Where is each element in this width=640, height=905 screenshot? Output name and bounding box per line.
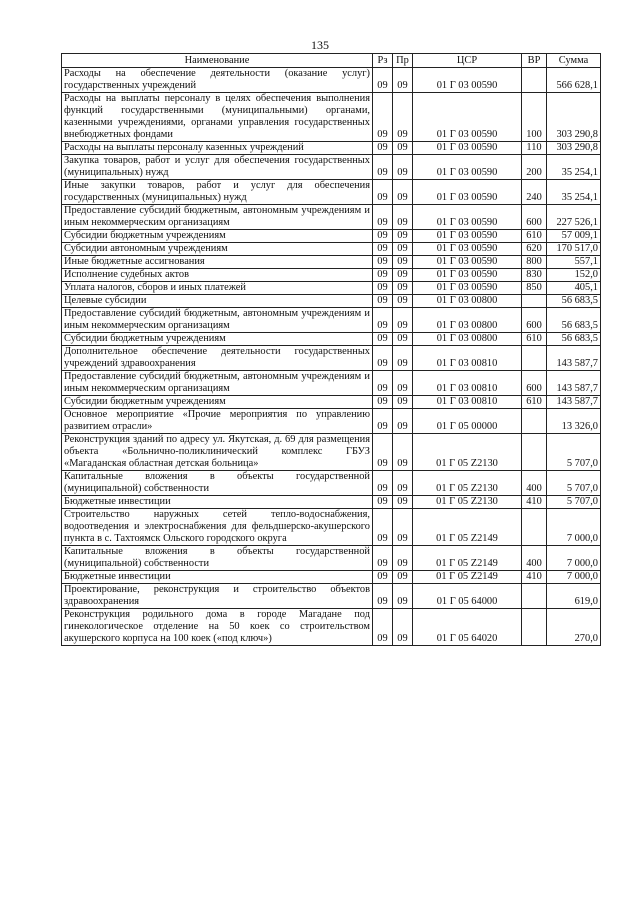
row-pr: 09 <box>393 333 413 346</box>
row-sum: 557,1 <box>547 256 601 269</box>
table-row <box>62 496 601 509</box>
row-name: Исполнение судебных актов <box>62 269 373 282</box>
row-csr: 01 Г 03 00590 <box>413 142 522 155</box>
row-sum: 5 707,0 <box>547 471 601 496</box>
row-sum: 5 707,0 <box>547 434 601 471</box>
row-name: Расходы на выплаты персоналу казенных учреждений <box>62 142 373 155</box>
table-row <box>62 282 601 295</box>
row-vr <box>522 409 547 434</box>
row-vr <box>522 509 547 546</box>
row-rz: 09 <box>373 205 393 230</box>
row-sum: 5 707,0 <box>547 496 601 509</box>
row-rz: 09 <box>373 509 393 546</box>
row-sum: 270,0 <box>547 609 601 646</box>
table-row <box>62 546 601 571</box>
row-csr: 01 Г 05 Z2149 <box>413 509 522 546</box>
table-row <box>62 609 601 646</box>
row-sum: 303 290,8 <box>547 142 601 155</box>
row-csr: 01 Г 03 00800 <box>413 308 522 333</box>
table-row <box>62 93 601 142</box>
table-row <box>62 230 601 243</box>
row-name: Расходы на обеспечение деятельности (оказание услуг) государственных учреждений <box>62 68 373 93</box>
row-name: Субсидии бюджетным учреждениям <box>62 333 373 346</box>
row-rz: 09 <box>373 546 393 571</box>
row-vr: 610 <box>522 230 547 243</box>
row-rz: 09 <box>373 496 393 509</box>
row-name: Проектирование, реконструкция и строительство объектов здравоохранения <box>62 584 373 609</box>
row-vr: 400 <box>522 546 547 571</box>
row-name: Целевые субсидии <box>62 295 373 308</box>
row-csr: 01 Г 05 Z2149 <box>413 571 522 584</box>
table-row <box>62 180 601 205</box>
table-header-row <box>62 54 601 68</box>
row-vr: 100 <box>522 93 547 142</box>
header-pr: Пр <box>393 54 413 68</box>
row-rz: 09 <box>373 434 393 471</box>
row-sum: 57 009,1 <box>547 230 601 243</box>
row-vr <box>522 584 547 609</box>
row-name: Иные бюджетные ассигнования <box>62 256 373 269</box>
row-vr: 610 <box>522 333 547 346</box>
row-name: Закупка товаров, работ и услуг для обеспечения государственных (муниципальных) нужд <box>62 155 373 180</box>
row-vr: 410 <box>522 496 547 509</box>
row-pr: 09 <box>393 496 413 509</box>
row-pr: 09 <box>393 546 413 571</box>
row-vr <box>522 295 547 308</box>
row-name: Субсидии бюджетным учреждениям <box>62 396 373 409</box>
row-pr: 09 <box>393 243 413 256</box>
row-csr: 01 Г 03 00590 <box>413 256 522 269</box>
row-name: Уплата налогов, сборов и иных платежей <box>62 282 373 295</box>
row-name: Предоставление субсидий бюджетным, автономным учреждениям и иным некоммерческим организациям <box>62 205 373 230</box>
row-pr: 09 <box>393 471 413 496</box>
row-rz: 09 <box>373 471 393 496</box>
row-pr: 09 <box>393 571 413 584</box>
row-csr: 01 Г 03 00590 <box>413 155 522 180</box>
row-vr: 600 <box>522 205 547 230</box>
table-row <box>62 571 601 584</box>
row-vr: 830 <box>522 269 547 282</box>
row-csr: 01 Г 03 00810 <box>413 396 522 409</box>
row-csr: 01 Г 05 00000 <box>413 409 522 434</box>
row-rz: 09 <box>373 584 393 609</box>
row-csr: 01 Г 03 00590 <box>413 68 522 93</box>
row-rz: 09 <box>373 308 393 333</box>
row-sum: 619,0 <box>547 584 601 609</box>
row-rz: 09 <box>373 155 393 180</box>
table-row <box>62 68 601 93</box>
row-rz: 09 <box>373 371 393 396</box>
row-rz: 09 <box>373 333 393 346</box>
header-sum: Сумма <box>547 54 601 68</box>
header-csr: ЦСР <box>413 54 522 68</box>
row-pr: 09 <box>393 371 413 396</box>
table-row <box>62 269 601 282</box>
row-rz: 09 <box>373 230 393 243</box>
row-pr: 09 <box>393 180 413 205</box>
row-rz: 09 <box>373 295 393 308</box>
row-csr: 01 Г 05 Z2130 <box>413 471 522 496</box>
row-sum: 143 587,7 <box>547 396 601 409</box>
row-rz: 09 <box>373 269 393 282</box>
row-csr: 01 Г 05 64000 <box>413 584 522 609</box>
row-csr: 01 Г 03 00800 <box>413 333 522 346</box>
row-pr: 09 <box>393 308 413 333</box>
table-row <box>62 396 601 409</box>
row-csr: 01 Г 05 Z2130 <box>413 496 522 509</box>
row-name: Капитальные вложения в объекты государственной (муниципальной) собственности <box>62 546 373 571</box>
row-sum: 152,0 <box>547 269 601 282</box>
row-csr: 01 Г 03 00800 <box>413 295 522 308</box>
row-sum: 227 526,1 <box>547 205 601 230</box>
row-vr: 800 <box>522 256 547 269</box>
table-row <box>62 584 601 609</box>
table-row <box>62 256 601 269</box>
row-rz: 09 <box>373 396 393 409</box>
row-vr: 410 <box>522 571 547 584</box>
row-csr: 01 Г 05 Z2130 <box>413 434 522 471</box>
row-sum: 143 587,7 <box>547 371 601 396</box>
row-csr: 01 Г 03 00590 <box>413 180 522 205</box>
row-vr: 110 <box>522 142 547 155</box>
row-rz: 09 <box>373 256 393 269</box>
row-vr: 200 <box>522 155 547 180</box>
row-sum: 303 290,8 <box>547 93 601 142</box>
row-name: Расходы на выплаты персоналу в целях обеспечения выполнения функций государственными (муниципальными) органами, казенными учреждениями, органами управления государственных внебюджетных фондами <box>62 93 373 142</box>
table-row <box>62 155 601 180</box>
row-pr: 09 <box>393 142 413 155</box>
row-csr: 01 Г 03 00590 <box>413 205 522 230</box>
row-name: Предоставление субсидий бюджетным, автономным учреждениям и иным некоммерческим организациям <box>62 308 373 333</box>
row-pr: 09 <box>393 205 413 230</box>
row-vr <box>522 609 547 646</box>
row-sum: 56 683,5 <box>547 333 601 346</box>
row-csr: 01 Г 03 00590 <box>413 243 522 256</box>
row-name: Капитальные вложения в объекты государственной (муниципальной) собственности <box>62 471 373 496</box>
row-rz: 09 <box>373 180 393 205</box>
row-sum: 7 000,0 <box>547 571 601 584</box>
table-row <box>62 471 601 496</box>
table-row <box>62 295 601 308</box>
row-name: Предоставление субсидий бюджетным, автономным учреждениям и иным некоммерческим организациям <box>62 371 373 396</box>
row-sum: 56 683,5 <box>547 295 601 308</box>
row-pr: 09 <box>393 295 413 308</box>
row-pr: 09 <box>393 509 413 546</box>
table-row <box>62 509 601 546</box>
row-rz: 09 <box>373 346 393 371</box>
row-pr: 09 <box>393 68 413 93</box>
row-name: Иные закупки товаров, работ и услуг для обеспечения государственных (муниципальных) нужд <box>62 180 373 205</box>
row-pr: 09 <box>393 609 413 646</box>
row-sum: 35 254,1 <box>547 155 601 180</box>
row-sum: 35 254,1 <box>547 180 601 205</box>
row-pr: 09 <box>393 584 413 609</box>
row-sum: 7 000,0 <box>547 546 601 571</box>
row-pr: 09 <box>393 269 413 282</box>
table-body <box>62 68 601 646</box>
header-vr: ВР <box>522 54 547 68</box>
row-sum: 143 587,7 <box>547 346 601 371</box>
row-rz: 09 <box>373 93 393 142</box>
row-sum: 13 326,0 <box>547 409 601 434</box>
row-vr: 620 <box>522 243 547 256</box>
row-pr: 09 <box>393 396 413 409</box>
row-rz: 09 <box>373 142 393 155</box>
row-csr: 01 Г 05 64020 <box>413 609 522 646</box>
row-vr <box>522 434 547 471</box>
row-pr: 09 <box>393 230 413 243</box>
row-name: Бюджетные инвестиции <box>62 571 373 584</box>
row-name: Дополнительное обеспечение деятельности государственных учреждений здравоохранения <box>62 346 373 371</box>
table-row <box>62 333 601 346</box>
row-vr: 610 <box>522 396 547 409</box>
table-row <box>62 308 601 333</box>
row-csr: 01 Г 03 00590 <box>413 282 522 295</box>
row-pr: 09 <box>393 434 413 471</box>
row-csr: 01 Г 03 00810 <box>413 371 522 396</box>
row-rz: 09 <box>373 68 393 93</box>
row-sum: 56 683,5 <box>547 308 601 333</box>
row-pr: 09 <box>393 256 413 269</box>
row-name: Реконструкция зданий по адресу ул. Якутская, д. 69 для размещения объекта «Больнично-поликлинический комплекс ГБУЗ «Магаданская областная детская больница» <box>62 434 373 471</box>
row-name: Реконструкция родильного дома в городе Магадане под гинекологическое отделение на 50 коек со строительством акушерского корпуса на 100 коек («под ключ») <box>62 609 373 646</box>
table-row <box>62 409 601 434</box>
row-vr: 850 <box>522 282 547 295</box>
table-row <box>62 243 601 256</box>
page-number: 135 <box>311 38 329 52</box>
table-row <box>62 346 601 371</box>
row-name: Строительство наружных сетей тепло-водоснабжения, водоотведения и электроснабжения для фельдшерско-акушерского пункта в с. Тахтоямск Ольского городского округа <box>62 509 373 546</box>
row-sum: 7 000,0 <box>547 509 601 546</box>
row-csr: 01 Г 03 00590 <box>413 230 522 243</box>
row-name: Основное мероприятие «Прочие мероприятия по управлению развитием отрасли» <box>62 409 373 434</box>
row-csr: 01 Г 03 00810 <box>413 346 522 371</box>
row-csr: 01 Г 05 Z2149 <box>413 546 522 571</box>
row-pr: 09 <box>393 155 413 180</box>
row-name: Субсидии автономным учреждениям <box>62 243 373 256</box>
row-csr: 01 Г 03 00590 <box>413 269 522 282</box>
row-rz: 09 <box>373 282 393 295</box>
row-vr: 600 <box>522 308 547 333</box>
row-vr <box>522 68 547 93</box>
row-vr: 600 <box>522 371 547 396</box>
row-rz: 09 <box>373 609 393 646</box>
row-vr <box>522 346 547 371</box>
table-row <box>62 205 601 230</box>
row-rz: 09 <box>373 409 393 434</box>
header-name: Наименование <box>62 54 373 68</box>
row-vr: 400 <box>522 471 547 496</box>
table-row <box>62 434 601 471</box>
table-row <box>62 142 601 155</box>
row-vr: 240 <box>522 180 547 205</box>
row-sum: 405,1 <box>547 282 601 295</box>
row-pr: 09 <box>393 93 413 142</box>
row-pr: 09 <box>393 409 413 434</box>
row-pr: 09 <box>393 282 413 295</box>
row-name: Субсидии бюджетным учреждениям <box>62 230 373 243</box>
header-rz: Рз <box>373 54 393 68</box>
row-name: Бюджетные инвестиции <box>62 496 373 509</box>
row-pr: 09 <box>393 346 413 371</box>
table-row <box>62 371 601 396</box>
row-sum: 170 517,0 <box>547 243 601 256</box>
row-sum: 566 628,1 <box>547 68 601 93</box>
row-rz: 09 <box>373 243 393 256</box>
row-rz: 09 <box>373 571 393 584</box>
budget-table <box>61 53 601 646</box>
row-csr: 01 Г 03 00590 <box>413 93 522 142</box>
